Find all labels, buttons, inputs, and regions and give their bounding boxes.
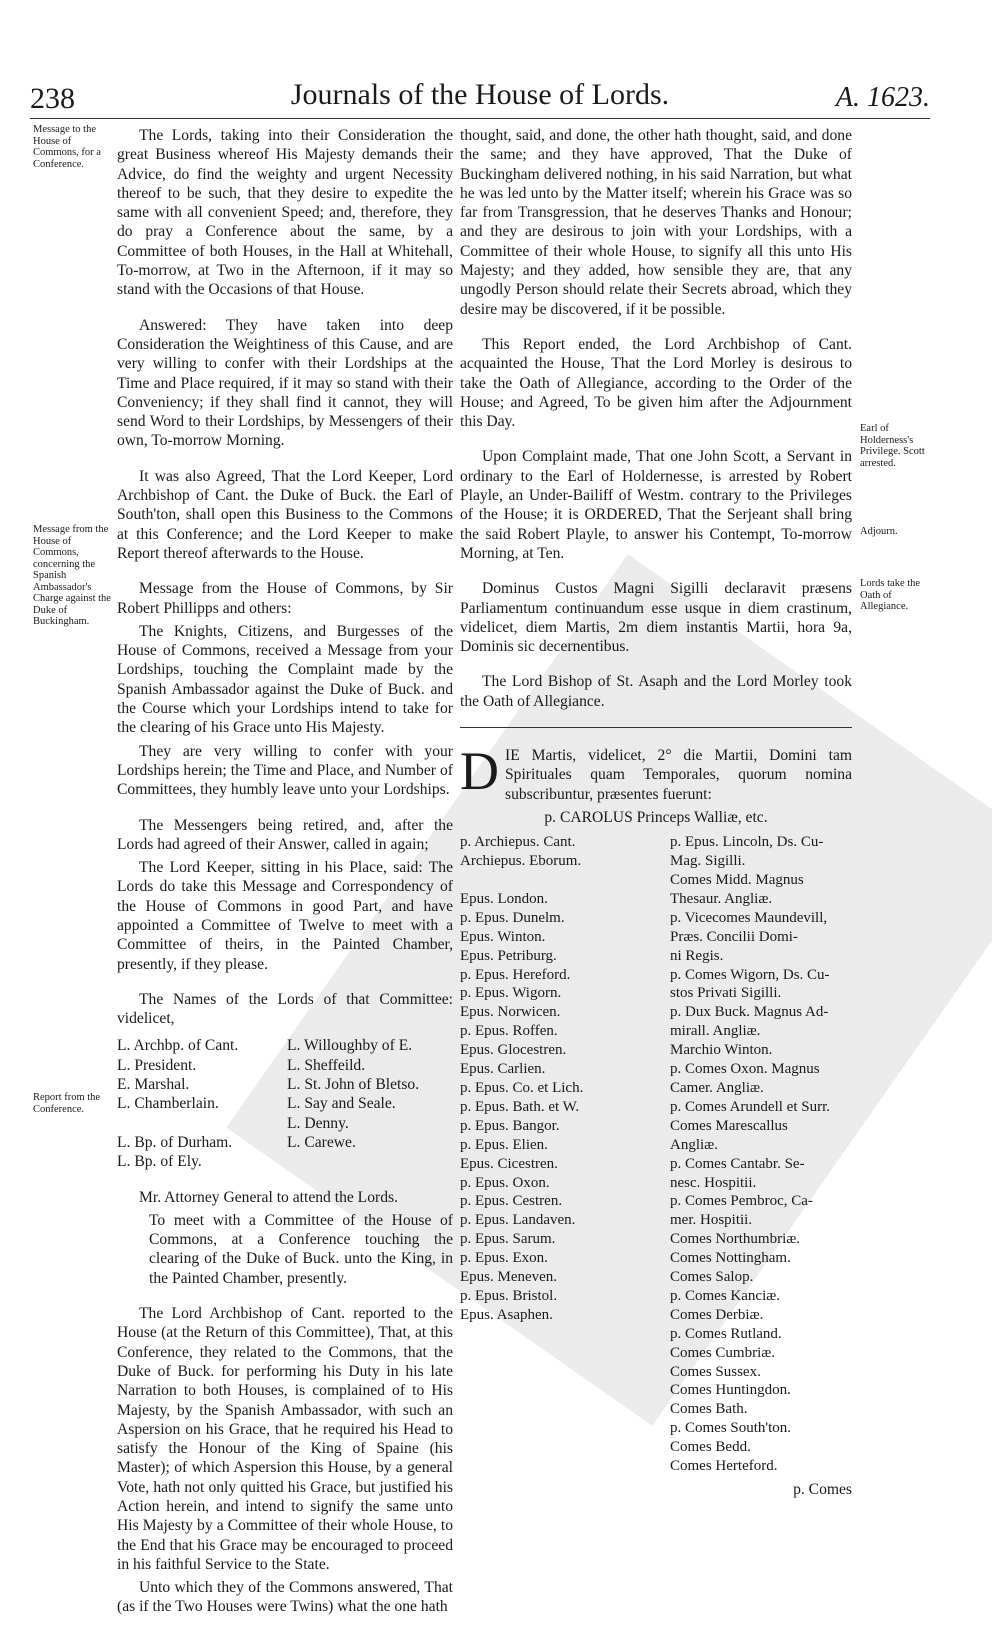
attendee: p. Comes Cantabr. Se- [670, 1155, 805, 1172]
attendee: Comes Cumbriæ. [670, 1344, 776, 1361]
attendee: Comes Midd. Magnus [670, 872, 804, 889]
attendee: p. Dux Buck. Magnus Ad- [670, 1004, 829, 1021]
attendee: p. Epus. Bath. et W. [460, 1098, 580, 1115]
paragraph: The Lord Archbishop of Cant. reported to the House (at the Return of this Committee), That, at this Conference, they related to the Commons, that the Duke of Buck. for performing his Duty in his late Narration to both Houses, is complained of to His Majesty, by the Spanish Ambassador, with such an Aspersion on his Grace, that he required his Head to satisfy the Honour of the King of Spaine (his Master); of which Aspersion this House, by a general Vote, hath not only quitted his Grace, but justified his Action herein, and intend to signify the same unto His Majesty by a Committee of their whole House, to the End that his Grace may be encouraged to proceed in his faithful Service to the State. [117, 1305, 453, 1573]
attendee: Comes Bedd. [670, 1439, 751, 1456]
attendee: p. Epus. Sarum. [460, 1231, 556, 1248]
catchword: p. Comes [793, 1481, 852, 1499]
page-header [30, 78, 930, 122]
attendee: Epus. Meneven. [460, 1269, 558, 1286]
margin-note-adjourn: Adjourn. [860, 526, 898, 537]
attendee: p. Epus. Dunelm. [460, 909, 565, 926]
attendance-intro-text: IE Martis, videlicet, 2° die Martii, Domini tam Spirituales quam Temporales, quorum nomina subscribuntur, præsentes fuerunt: [505, 747, 852, 803]
attendee: Præs. Concilii Domi- [670, 928, 798, 945]
attendee: ni Regis. [670, 947, 724, 964]
committee-member: E. Marshal. [117, 1076, 190, 1094]
attendee: p. Epus. Cestren. [460, 1193, 563, 1210]
attendee: p. Comes Wigorn, Ds. Cu- [670, 966, 830, 983]
margin-note-conference: Message to the House of Commons, for a Conference. [33, 124, 101, 170]
attendee: Comes Herteford. [670, 1458, 778, 1475]
attendee: Epus. Winton. [460, 928, 546, 945]
attendee: p. Epus. Landaven. [460, 1212, 576, 1229]
attendee: Epus. Norwicen. [460, 1004, 561, 1021]
attendee: Mag. Sigilli. [670, 853, 746, 870]
attendee: Angliæ. [670, 1136, 718, 1153]
attendance-list [460, 833, 852, 1476]
attendee: Comes Salop. [670, 1269, 754, 1286]
paragraph: The Names of the Lords of that Committee: videlicet, [117, 990, 453, 1028]
attendance-left [460, 833, 670, 1476]
attendee: p. Vicecomes Maundevill, [670, 909, 828, 926]
attendee: Camer. Angliæ. [670, 1079, 764, 1096]
attendee: p. Comes Pembroc, Ca- [670, 1193, 813, 1210]
attendee: Epus. London. [460, 890, 548, 907]
paragraph: The Lords, taking into their Consideration the great Business whereof His Majesty demands their Advice, do find the weighty and urgent Necessity thereof to be such, that they desire to expedite the same with all convenient Speed; and, therefore, they do pray a Conference about the same, by a Committee of both Houses, in the Hall at Whitehall, To-morrow, at Two in the Afternoon, if it may so stand with the Occasions of that House. [117, 127, 453, 299]
attendee: Comes Marescallus [670, 1117, 788, 1134]
attendee: Comes Sussex. [670, 1363, 761, 1380]
attendee: stos Privati Sigilli. [670, 985, 782, 1002]
attendee: p. Epus. Exon. [460, 1250, 548, 1267]
attendee: p. Epus. Roffen. [460, 1023, 558, 1040]
paragraph: The Lord Bishop of St. Asaph and the Lord Morley took the Oath of Allegiance. [460, 673, 852, 710]
margin-note-holderness: Earl of Holderness's Privilege. Scott arrested. [860, 423, 925, 469]
paragraph: The Messengers being retired, and, after the Lords had agreed of their Answer, called in again; [117, 816, 453, 853]
attendee: Comes Nottingham. [670, 1250, 791, 1267]
committee-member: L. President. [117, 1056, 197, 1074]
committee-member: L. St. John of Bletso. [287, 1076, 420, 1094]
paragraph: To meet with a Committee of the House of Commons, at a Conference touching the clearing of the Duke of Buck. unto the King, in the Painted Chamber, presently. [149, 1211, 453, 1287]
committee-member: L. Denny. [287, 1114, 349, 1132]
paragraph: Message from the House of Commons, by Sir Robert Phillipps and others: [117, 580, 453, 617]
committee-member [117, 1114, 287, 1133]
attendee: Thesaur. Angliæ. [670, 890, 773, 907]
margin-note-report: Report from the Conference. [33, 1092, 101, 1115]
attendee: p. Comes Oxon. Magnus [670, 1061, 820, 1078]
committee-member: L. Carewe. [287, 1133, 356, 1151]
attendee: Marchio Winton. [670, 1042, 773, 1059]
paragraph: This Report ended, the Lord Archbishop of Cant. acquainted the House, That the Lord Morley is desirous to take the Oath of Allegiance, according to the Order of the House; and Agreed, To be given him after the Adjournment this Day. [460, 335, 852, 431]
committee-left [117, 1036, 287, 1171]
committee-right [287, 1036, 457, 1171]
attendee: p. Epus. Bristol. [460, 1287, 558, 1304]
attendee: p. Archiepus. Cant. [460, 834, 576, 851]
committee-member: L. Sheffeild. [287, 1056, 366, 1074]
attendee: p. Epus. Wigorn. [460, 985, 562, 1002]
attendee: Epus. Petriburg. [460, 947, 557, 964]
paragraph: The Knights, Citizens, and Burgesses of the House of Commons, received a Message from your Lordships, touching the Complaint made by the Spanish Ambassador against the Duke of Buck. and the Course which your Lordships intend to take for the clearing of his Grace unto His Majesty. [117, 622, 453, 737]
paragraph: The Lord Keeper, sitting in his Place, said: The Lords do take this Message and Correspondency of the House of Commons in good Part, and have appointed a Committee of Twelve to meet with a Committee of theirs, in the Painted Chamber, presently, if they please. [117, 859, 453, 973]
right-column [460, 126, 852, 1499]
committee-member: L. Archbp. of Cant. [117, 1037, 239, 1055]
attendee: Epus. Cicestren. [460, 1155, 558, 1172]
paragraph: It was also Agreed, That the Lord Keeper, Lord Archbishop of Cant. the Duke of Buck. the Earl of South'ton, shall open this Business to the Commons at this Conference; and the Lord Keeper to make Report thereof afterwards to the House. [117, 467, 453, 562]
attendee: p. Comes Rutland. [670, 1325, 782, 1342]
attendee: p. Epus. Oxon. [460, 1174, 550, 1191]
drop-cap: D [460, 741, 499, 802]
committee-member: L. Chamberlain. [117, 1095, 219, 1113]
year-label: A. 1623. [835, 82, 930, 113]
attendee: Archiepus. Eborum. [460, 853, 582, 870]
committee-member: L. Bp. of Durham. [117, 1133, 233, 1151]
attendee: mer. Hospitii. [670, 1212, 753, 1229]
attendee: Comes Derbiæ. [670, 1306, 764, 1323]
section-rule [460, 727, 852, 728]
attendee: p. Comes Kanciæ. [670, 1287, 780, 1304]
paragraph: Dominus Custos Magni Sigilli declaravit præsens Parliamentum continuandum esse usque in diem crastinum, videlicet, diem Martis, 2m diem instantis Martii, hora 9a, Dominis sic decernentibus. [460, 580, 852, 656]
page-number: 238 [30, 82, 75, 115]
attendee: p. Epus. Bangor. [460, 1117, 560, 1134]
attendee: Epus. Glocestren. [460, 1042, 567, 1059]
committee-list [117, 1036, 453, 1171]
attendee: Epus. Carlien. [460, 1061, 546, 1078]
committee-member: L. Willoughby of E. [287, 1037, 413, 1055]
paragraph: Mr. Attorney General to attend the Lords. [139, 1188, 398, 1206]
attendee: p. Comes South'ton. [670, 1420, 792, 1437]
attendee: p. Epus. Hereford. [460, 966, 571, 983]
attendee: p. Epus. Co. et Lich. [460, 1079, 584, 1096]
attendance-right [670, 833, 860, 1476]
attendee: p. Comes Arundell et Surr. [670, 1098, 830, 1115]
attendee: nesc. Hospitii. [670, 1174, 757, 1191]
margin-note-commons-message: Message from the House of Commons, concerning the Spanish Ambassador's Charge against the Duke of Buckingham. [33, 524, 111, 627]
left-column [117, 126, 453, 1633]
committee-member: L. Bp. of Ely. [117, 1153, 202, 1171]
journal-title: Journals of the House of Lords. [290, 78, 670, 111]
attendee: mirall. Angliæ. [670, 1023, 761, 1040]
margin-note-oath: Lords take the Oath of Allegiance. [860, 578, 921, 612]
paragraph: Answered: They have taken into deep Consideration the Weightiness of this Cause, and are very willing to confer with their Lordships at the Time and Place required, if it may so stand with their Conveniency; if they shall find it cannot, they will send Word to their Lordships, by Messengers of their own, To-morrow Morning. [117, 316, 453, 450]
prince-line: p. CAROLUS Princeps Walliæ, etc. [544, 808, 768, 826]
attendee: Epus. Asaphen. [460, 1306, 553, 1323]
attendee [460, 871, 670, 890]
attendee: p. Epus. Lincoln, Ds. Cu- [670, 834, 824, 851]
paragraph: thought, said, and done, the other hath thought, said, and done the same; and they have approved, That the Duke of Buckingham delivered nothing, in his said Narration, but what he was led unto by the Matter itself; wherein his Grace was so far from Transgression, that he deserves Thanks and Honour; and they are desirous to join with your Lordships, with a Committee of their whole House, to signify all this unto His Majesty; and they added, how sensible they are, that any ungodly Person should relate their Secrets abroad, which they desire may be discovered, if it be possible. [460, 127, 852, 318]
attendee: p. Epus. Elien. [460, 1136, 548, 1153]
attendee: Comes Huntingdon. [670, 1382, 791, 1399]
paragraph: Upon Complaint made, That one John Scott, a Servant in ordinary to the Earl of Holdernesse, is arrested by Robert Playle, an Under-Bailiff of Westm. contrary to the Privileges of the House; it is ORDERED, That the Serjeant shall bring the said Robert Playle, to answer his Contempt, To-morrow Morning, at Ten. [460, 448, 852, 562]
attendee: Comes Northumbriæ. [670, 1231, 800, 1248]
committee-member: L. Say and Seale. [287, 1095, 396, 1113]
attendance-intro [460, 741, 852, 804]
paragraph: Unto which they of the Commons answered, That (as if the Two Houses were Twins) what the one hath [117, 1579, 453, 1616]
header-rule [30, 118, 930, 119]
paragraph: They are very willing to confer with your Lordships herein; the Time and Place, and Number of Committees, they humbly leave unto your Lordships. [117, 742, 453, 799]
attendee: Comes Bath. [670, 1401, 748, 1418]
